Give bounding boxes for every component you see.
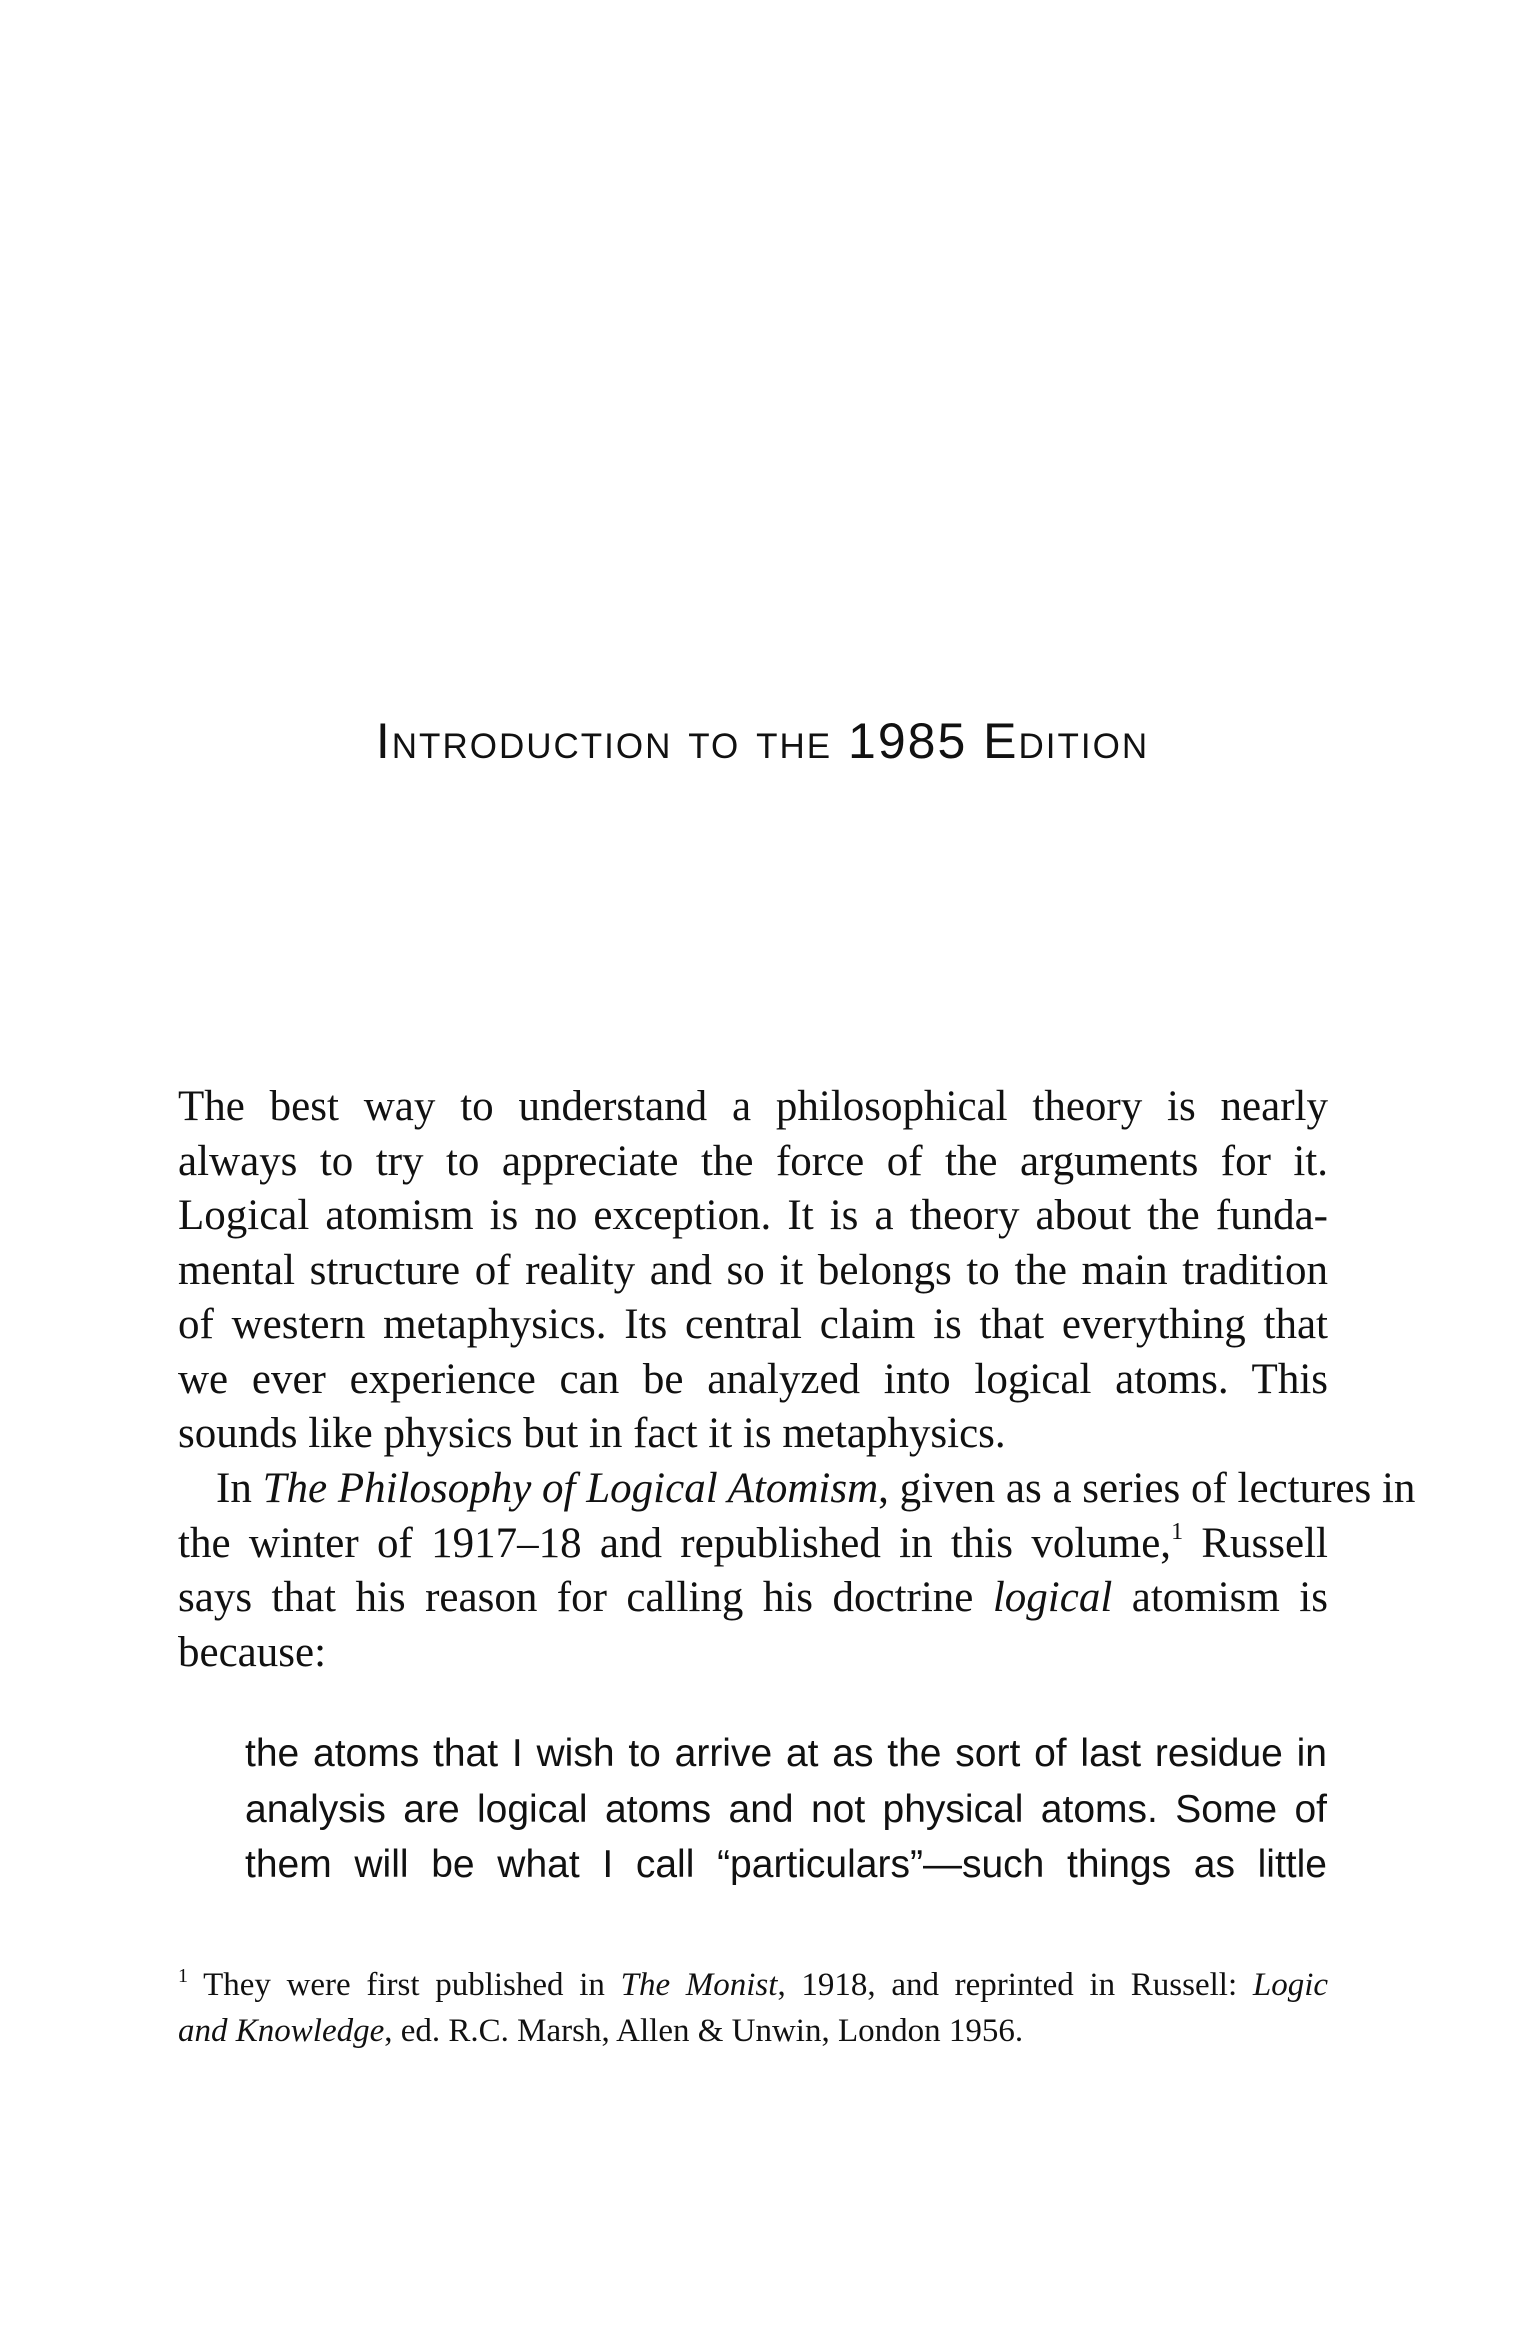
book-title-start: Logic <box>1252 1967 1329 2003</box>
book-title: The Philosophy of Logical Atomism <box>262 1465 879 1512</box>
paragraph-line: always to try to appreciate the force of the arguments for it. <box>178 1137 1328 1185</box>
paragraph-line <box>178 1517 1328 1572</box>
journal-title: The Monist <box>620 1967 778 2003</box>
paragraph-line <box>178 1462 1416 1517</box>
book-title-end: and Knowledge <box>178 2013 385 2049</box>
text-segment: , 1918, and reprinted in Russell: <box>777 1967 1253 2003</box>
quote-line: the atoms that I wish to arrive at as the sort of last residue in <box>245 1732 1327 1775</box>
footnote-reference: 1 <box>1171 1518 1184 1545</box>
paragraph-line <box>178 1571 1328 1626</box>
quote-line: analysis are logical atoms and not physical atoms. Some of <box>245 1787 1327 1831</box>
text-segment: They were first published in <box>188 1967 621 2003</box>
text-segment: , given as a series of lectures in <box>878 1465 1416 1512</box>
paragraph-line: we ever experience can be analyzed into logical atoms. This <box>178 1355 1328 1403</box>
quote-line: them will be what I call “particulars”—such things as little <box>245 1843 1327 1886</box>
text-segment: the winter of 1917–18 and republished in this volume, <box>178 1519 1172 1567</box>
paragraph-line: mental structure of reality and so it belongs to the main tradition <box>178 1246 1328 1294</box>
paragraph-line: sounds like physics but in fact it is metaphysics. <box>178 1410 1006 1457</box>
block-quote <box>245 1726 1327 1893</box>
text-segment: , ed. R.C. Marsh, Allen & Unwin, London 1956. <box>384 2013 1024 2049</box>
chapter-heading: Introduction to the 1985 Edition <box>375 713 1150 769</box>
text-segment: atomism is <box>1112 1574 1328 1621</box>
text-segment: In <box>216 1465 263 1512</box>
footnote-marker: 1 <box>178 1965 188 1987</box>
paragraph-2 <box>178 1462 1416 1680</box>
emphasized-word: logical <box>992 1574 1113 1621</box>
text-segment: says that his reason for calling his doctrine <box>178 1574 993 1621</box>
paragraph-line: Logical atomism is no exception. It is a theory about the funda- <box>178 1192 1328 1239</box>
paragraph-1 <box>178 1080 1328 1462</box>
paragraph-line: of western metaphysics. Its central claim is that everything that <box>178 1301 1328 1348</box>
text-segment: Russell <box>1183 1519 1328 1567</box>
footnote-line <box>178 2008 1328 2054</box>
footnote <box>178 1962 1328 2054</box>
paragraph-line: The best way to understand a philosophical theory is nearly <box>178 1083 1328 1130</box>
paragraph-line: because: <box>178 1628 327 1676</box>
footnote-line <box>178 1962 1328 2008</box>
